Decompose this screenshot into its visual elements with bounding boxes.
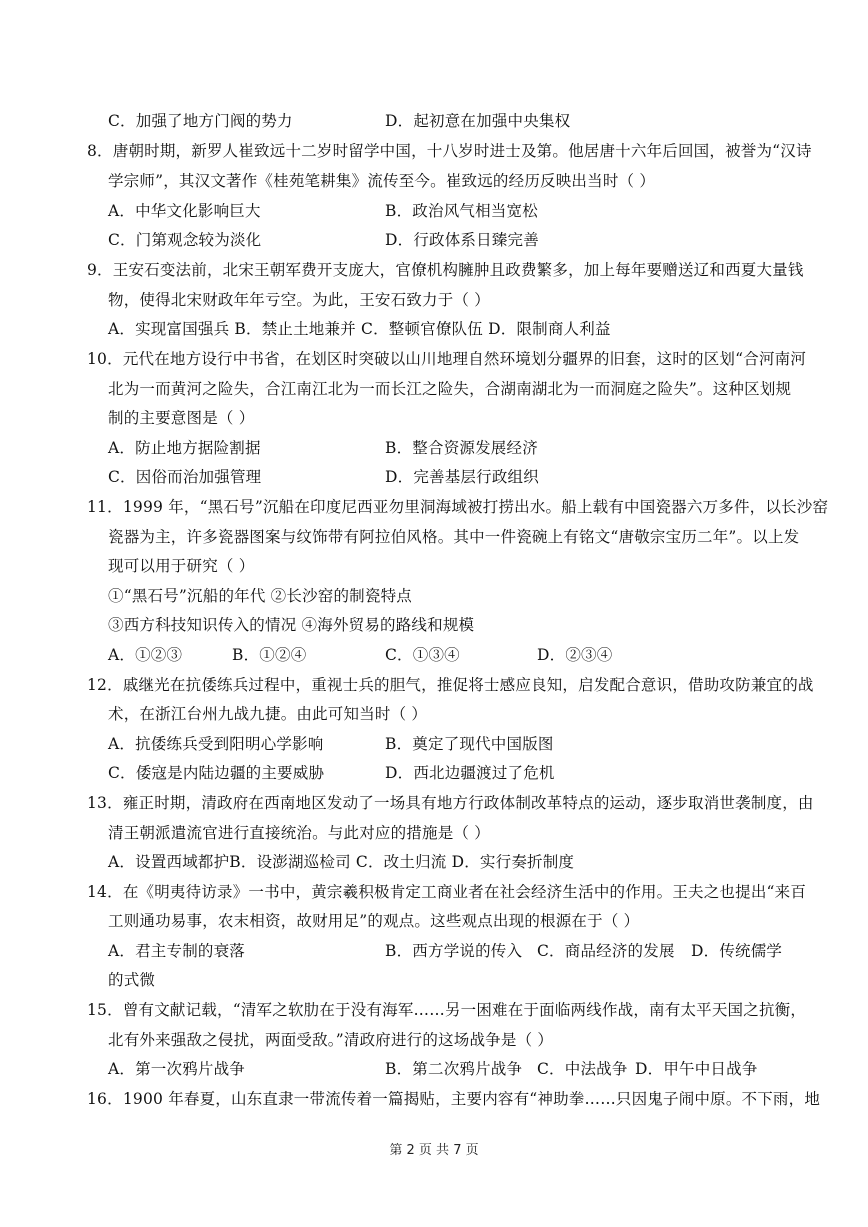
option-item: D．起初意在加强中央集权 — [385, 112, 571, 130]
question-11-line: 瓷器为主，许多瓷器图案与纹饰带有阿拉伯风格。其中一件瓷碗上有铭文“唐敬宗宝历二年”。以上发 — [108, 528, 800, 546]
option-item: B．整合资源发展经济 — [385, 439, 538, 457]
question-9-line: 物，使得北宋财政年年亏空。为此，王安石致力于（ ） — [108, 291, 490, 309]
option-line: 的式微 — [108, 971, 156, 989]
option-line: A．第一次鸦片战争 — [108, 1060, 245, 1078]
option-item: D．西北边疆渡过了危机 — [385, 764, 555, 782]
question-14-line: 14．在《明夷待访录》一书中，黄宗羲积极肯定工商业者在社会经济生活中的作用。王夫之也提出“来百 — [87, 883, 807, 901]
option-item: D．行政体系日臻完善 — [385, 231, 539, 249]
question-13-line: 清王朝派遣流官进行直接统治。与此对应的措施是（ ） — [108, 824, 490, 842]
question-14-line: 工则通功易事，农末相资，故财用足”的观点。这些观点出现的根源在于（ ） — [108, 912, 640, 930]
option-item: D．传统儒学 — [691, 942, 783, 960]
question-10-line: 北为一而黄河之险失，合江南江北为一而长江之险失，合湖南湖北为一而洞庭之险失”。这种区划规 — [108, 380, 792, 398]
question-16-line: 16．1900 年春夏，山东直隶一带流传着一篇揭贴，主要内容有“神助拳……只因鬼子闹中原。不下雨，地 — [87, 1090, 821, 1108]
option-item: C．商品经济的发展 — [537, 942, 675, 960]
question-12-line: 12．戚继光在抗倭练兵过程中，重视士兵的胆气，推促将士感应良知，启发配合意识，借助攻防兼宜的战 — [87, 676, 814, 694]
option-item: D．甲午中日战争 — [635, 1060, 758, 1078]
option-line: C．因俗而治加强管理 — [108, 468, 262, 486]
question-15-line: 15．曾有文献记载，“清军之软肋在于没有海军……另一困难在于面临两线作战，南有太平天国之抗衡， — [87, 1001, 807, 1019]
question-8-line: 8．唐朝时期，新罗人崔致远十二岁时留学中国，十八岁时进士及第。他居唐十六年后回国，被誉为“汉诗 — [87, 142, 812, 160]
question-12-line: 术，在浙江台州九战九捷。由此可知当时（ ） — [108, 705, 428, 723]
statement-line: ①“黑石号”沉船的年代 ②长沙窑的制瓷特点 — [108, 587, 412, 605]
question-9-line: 9．王安石变法前，北宋王朝军费开支庞大，官僚机构臃肿且政费繁多，加上每年要赠送辽和西夏大量钱 — [87, 261, 804, 279]
option-line: C．倭寇是内陆边疆的主要威胁 — [108, 764, 325, 782]
question-15-line: 北有外来强敌之侵扰，两面受敌。”清政府进行的这场战争是（ ） — [108, 1031, 554, 1049]
option-item: B．政治风气相当宽松 — [385, 202, 538, 220]
page-number-footer: 第 2 页 共 7 页 — [389, 1143, 479, 1158]
option-item: B．奠定了现代中国版图 — [385, 735, 554, 753]
question-10-line: 10．元代在地方设行中书省，在划区时突破以山川地理自然环境划分疆界的旧套，这时的区划“合河南河 — [87, 350, 807, 368]
option-line: A．防止地方据险割据 — [108, 439, 261, 457]
option-item: B．①②④ — [232, 646, 307, 664]
option-line: A．设置西域都护B．设澎湖巡检司 C．改土归流 D．实行奏折制度 — [108, 853, 575, 871]
question-11-line: 现可以用于研究（ ） — [108, 557, 255, 575]
option-item: B．西方学说的传入 — [385, 942, 523, 960]
option-item: D．完善基层行政组织 — [385, 468, 539, 486]
option-line: A．实现富国强兵 B．禁止土地兼并 C．整顿官僚队伍 D．限制商人利益 — [108, 320, 611, 338]
option-line: A．抗倭练兵受到阳明心学影响 — [108, 735, 324, 753]
option-item: C．①③④ — [385, 646, 460, 664]
question-11-line: 11．1999 年，“黑石号”沉船在印度尼西亚勿里洞海域被打捞出水。船上载有中国瓷器六万多件，以长沙窑 — [87, 498, 829, 516]
option-line: A．君主专制的衰落 — [108, 942, 245, 960]
question-13-line: 13．雍正时期，清政府在西南地区发动了一场具有地方行政体制改革特点的运动，逐步取消世袭制度，由 — [87, 794, 814, 812]
option-line: A．中华文化影响巨大 — [108, 202, 261, 220]
option-item: C．中法战争 — [537, 1060, 628, 1078]
option-item: D．②③④ — [537, 646, 613, 664]
option-line: A．①②③ — [108, 646, 183, 664]
option-line: C．加强了地方门阀的势力 — [108, 112, 293, 130]
question-8-line: 学宗师”，其汉文著作《桂苑笔耕集》流传至今。崔致远的经历反映出当时（ ） — [108, 172, 656, 190]
statement-line: ③西方科技知识传入的情况 ④海外贸易的路线和规模 — [108, 616, 475, 634]
question-10-line: 制的主要意图是（ ） — [108, 409, 255, 427]
option-line: C．门第观念较为淡化 — [108, 231, 262, 249]
option-item: B．第二次鸦片战争 — [385, 1060, 523, 1078]
